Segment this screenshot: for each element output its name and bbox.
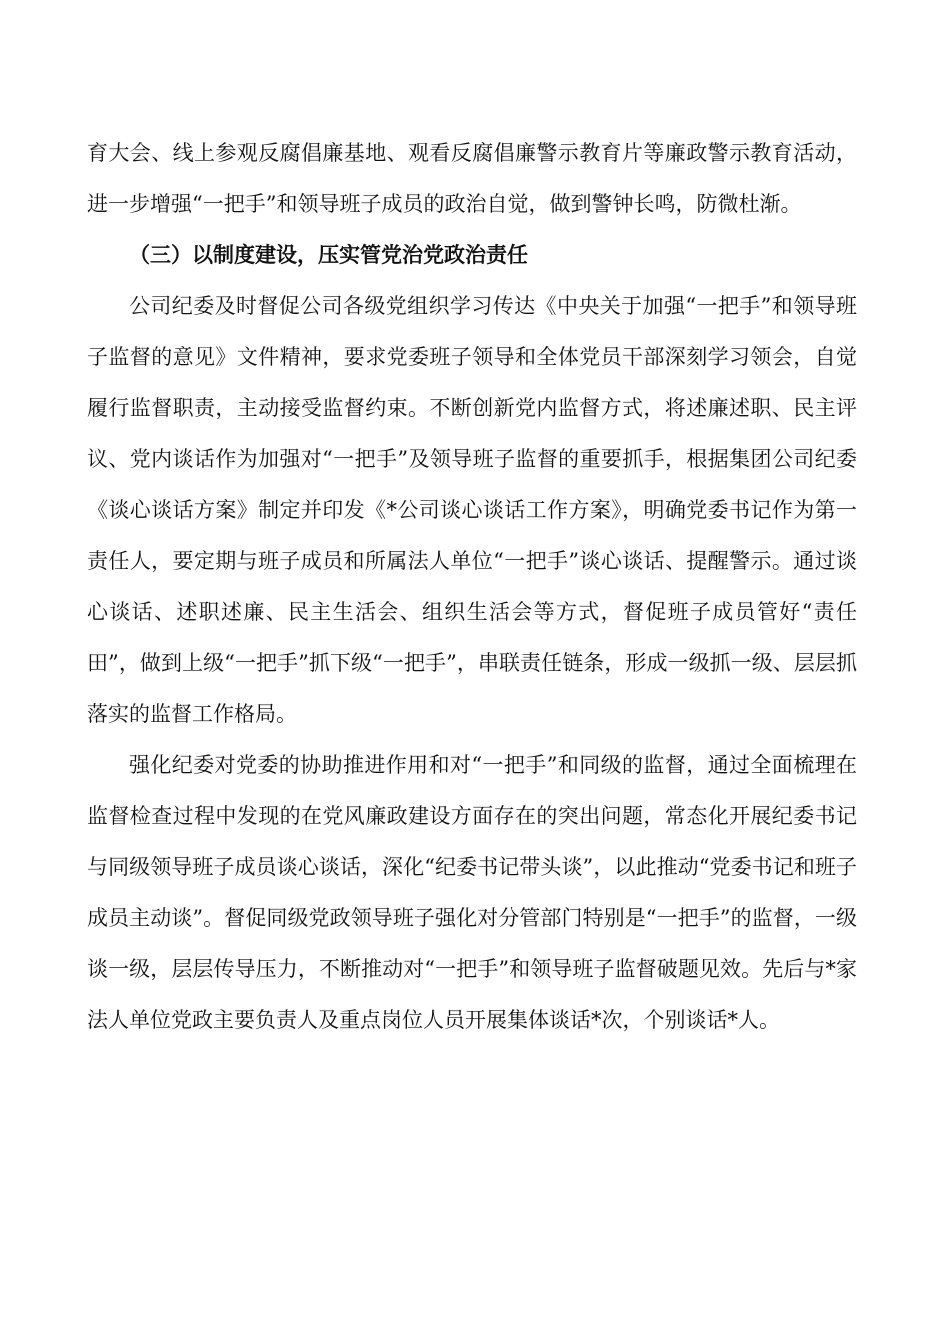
continued-paragraph: 育大会、线上参观反腐倡廉基地、观看反腐倡廉警示教育片等廉政警示教育活动，进一步增强“一把手”和领导班子成员的政治自觉，做到警钟长鸣，防微杜渐。	[87, 141, 857, 216]
document-body	[87, 128, 857, 1046]
section-heading: （三）以制度建设，压实管党治党政治责任	[129, 243, 528, 267]
body-paragraph: 公司纪委及时督促公司各级党组织学习传达《中央关于加强“一把手”和领导班子监督的意见》文件精神，要求党委班子领导和全体党员干部深刻学习领会，自觉履行监督职责，主动接受监督约束。不断创新党内监督方式，将述廉述职、民主评议、党内谈话作为加强对“一把手”及领导班子监督的重要抓手，根据集团公司纪委《谈心谈话方案》制定并印发《*公司谈心谈话工作方案》，明确党委书记作为第一责任人，要定期与班子成员和所属法人单位“一把手”谈心谈话、提醒警示。通过谈心谈话、述职述廉、民主生活会、组织生活会等方式，督促班子成员管好“责任田”，做到上级“一把手”抓下级“一把手”，串联责任链条，形成一级抓一级、层层抓落实的监督工作格局。	[87, 294, 857, 726]
body-paragraph: 强化纪委对党委的协助推进作用和对“一把手”和同级的监督，通过全面梳理在监督检查过程中发现的在党风廉政建设方面存在的突出问题，常态化开展纪委书记与同级领导班子成员谈心谈话，深化“纪委书记带头谈”，以此推动“党委书记和班子成员主动谈”。督促同级党政领导班子强化对分管部门特别是“一把手”的监督，一级谈一级，层层传导压力，不断推动对“一把手”和领导班子监督破题见效。先后与*家法人单位党政主要负责人及重点岗位人员开展集体谈话*次，个别谈话*人。	[87, 753, 857, 1032]
